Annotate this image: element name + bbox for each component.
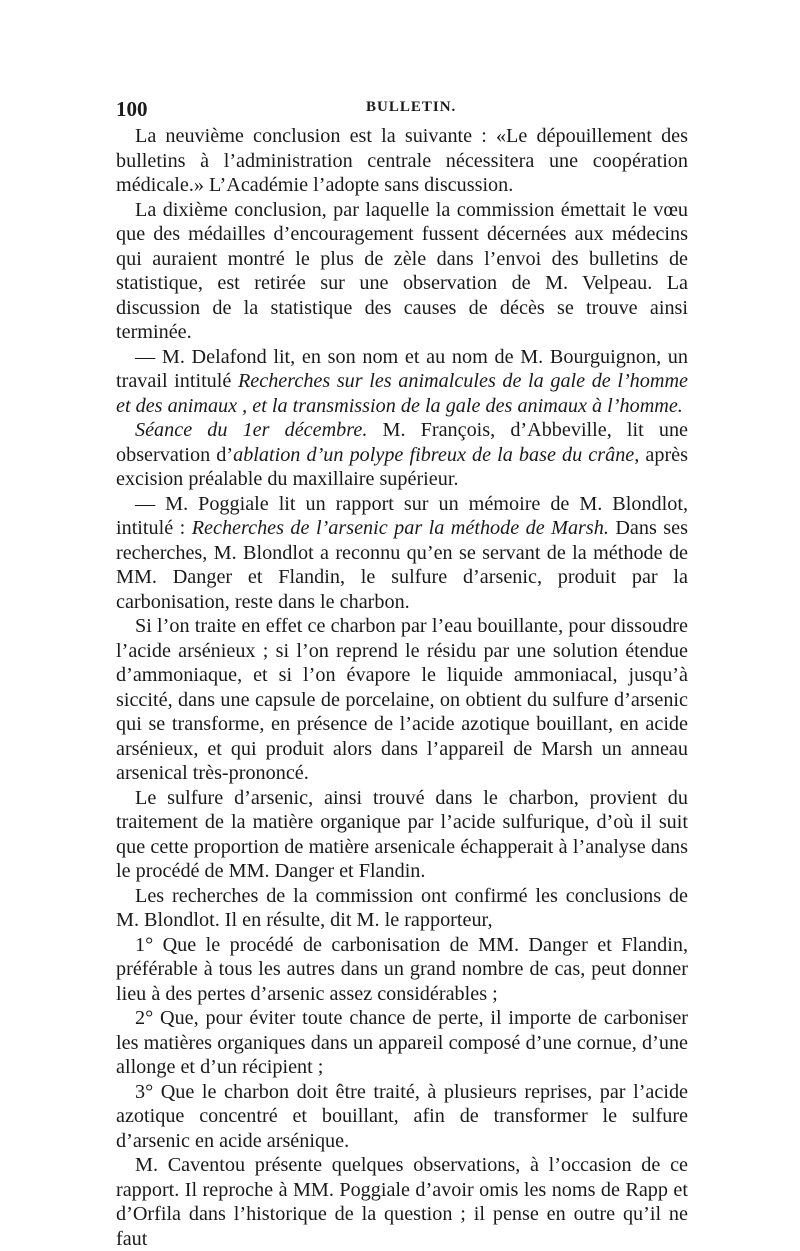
text-run: La neuvième conclusion est la suivante : «Le dépouillement des bulletins à l’administration centrale nécessitera une coopération médicale.» L’Académie l’adopte sans discussion. [116,125,688,196]
text-run: — M. Poggiale lit un rapport sur un mémoire de M. Blondlot, intitulé : [116,492,688,539]
paragraph [116,884,688,933]
paragraph [116,614,688,786]
paragraph [116,124,688,198]
paragraph [116,345,688,419]
running-head: BULLETIN. [366,99,457,115]
italic-text: Recherches sur les animalcules de la gale de l’homme et des animaux , et la transmission de la gale des animaux à l’homme. [116,370,688,417]
italic-text: ablation d’un polype fibreux de la base du crâne, [233,443,640,466]
text-run: Les recherches de la commission ont confirmé les conclusions de M. Blondlot. Il en résulte, dit M. le rapporteur, [116,884,688,931]
text-run: Si l’on traite en effet ce charbon par l’eau bouillante, pour dissoudre l’acide arsénieux ; si l’on reprend le résidu par une solution étendue d’ammoniaque, et si l’on évapore le liquide ammoniacal, jusqu’à siccité, dans une capsule de porcelaine, on obtient du sulfure d’arsenic qui se transforme, en présence de l’acide azotique bouillant, en acide arsénieux, et qui produit alors dans l’appareil de Marsh un anneau arsenical très-prononcé. [116,615,688,784]
paragraph [116,933,688,1007]
text-run: M. François, d’Abbeville, lit une observation d’ [116,419,688,466]
paragraph [116,492,688,615]
text-run: 2° Que, pour éviter toute chance de perte, il importe de carboniser les matières organiques dans un appareil composé d’une cornue, d’une allonge et d’un récipient ; [116,1007,688,1078]
text-run: M. Caventou présente quelques observations, à l’occasion de ce rapport. Il reproche à MM. Poggiale d’avoir omis les noms de Rapp et d’Orfila dans l’historique de la question ; il pense en outre qu’il ne faut [116,1154,688,1250]
text-run: Dans ses recherches, M. Blondlot a reconnu qu’en se servant de la méthode de MM. Danger et Flandin, le sulfure d’arsenic, produit par la carbonisation, reste dans le charbon. [116,517,688,613]
paragraph [116,198,688,345]
paragraph [116,1006,688,1080]
paragraph [116,1153,688,1251]
page-number: 100 [116,97,148,121]
text-run: après excision préalable du maxillaire supérieur. [116,443,688,490]
text-run: 3° Que le charbon doit être traité, à plusieurs reprises, par l’acide azotique concentré et bouillant, afin de transformer le sulfure d’arsenic en acide arsénique. [116,1080,688,1152]
paragraph [116,418,688,492]
italic-text: Recherches de l’arsenic par la méthode de Marsh. [191,517,609,539]
page-header [116,97,688,121]
text-run: Le sulfure d’arsenic, ainsi trouvé dans le charbon, provient du traitement de la matière organique par l’acide sulfurique, d’où il suit que cette proportion de matière arsenicale échapperait à l’analyse dans le procédé de MM. Danger et Flandin. [116,786,688,882]
text-run: 1° Que le procédé de carbonisation de MM. Danger et Flandin, préférable à tous les autres dans un grand nombre de cas, peut donner lieu à des pertes d’arsenic assez considérables ; [116,933,688,1005]
italic-text: Séance du 1er décembre. [135,419,368,441]
text-run: — M. Delafond lit, en son nom et au nom de M. Bourguignon, un travail intitulé [116,345,688,392]
paragraph [116,786,688,884]
body-text [116,124,688,1251]
text-run: La dixième conclusion, par laquelle la commission émettait le vœu que des médailles d’encouragement fussent décernées aux médecins qui auraient montré le plus de zèle dans l’envoi des bulletins de statistique, est retirée sur une observation de M. Velpeau. La discussion de la statistique des causes de décès se trouve ainsi terminée. [116,198,688,343]
paragraph [116,1080,688,1154]
